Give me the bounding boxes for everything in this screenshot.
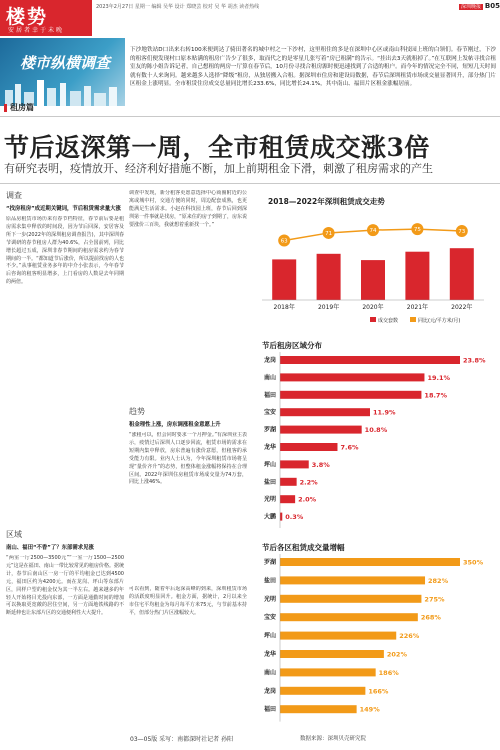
section-subtitle: 租金理性上涨，房东调涨租金意愿上升 [129,422,221,428]
section-subtitle: “找房租房”成近期关键词，节后租赁需求量大涨 [6,206,121,212]
chart-bar [280,705,357,713]
divider [0,116,500,117]
column-1 [6,190,124,735]
chart-data-label: 11.9% [373,408,396,417]
chart-bar [280,595,421,603]
column-2 [129,190,247,736]
banner-title: 楼市纵横调查 [20,54,111,72]
chart-category-label: 南山 [263,374,276,382]
section-text: 原品房租赁市场历来有春节档特征，春节前后要是租房需求集中释放的时间段，因为节后回深，安居客及所下一步(2022年的深圳租房调查报告)，其中深圳春节调研的春节租房人群为40.6%，占全国前列，同比增长超过五成，深圳非春节期间的租房需求约为春节期间的一半。“都知道节后涨价，所以提前找房的人也不少。”从事租赁业务多年的中介小张表示，今年春节后咨询的租客明显增多，上门看房的人数是去年同期的两倍。 [6,216,124,286]
section-title: 趋势 [129,407,145,416]
edition-tag: 深圳晚报 [460,4,481,10]
section-subtitle: 南山、福田“不香”了？东部需求见涨 [6,545,94,551]
chart-bar [280,668,376,676]
chart-tick-label: 2019年 [317,304,340,311]
chart-data-label: 268% [420,613,441,622]
chart-category-label: 宝安 [263,614,276,622]
section-text: 可以看到，随着年后返深高峰的到来，深圳租赁市场的活跃度明显回升。租金方面，据统计，2月以来全市住宅平均租金为每月每平方米75元，与节前基本持平，但部分热门片区涨幅较大。 [129,586,247,616]
chart-bar [280,373,424,381]
chart-category-label: 龙岗 [263,357,276,364]
chart-bar [280,513,282,521]
section-title: 调查 [6,191,22,200]
body-text: 调查中发现，新分租客更愿意选择中心商圈附近的公寓或城中村，交通方便的同时，周边配套成熟，也更能满足生活需求。小赵在科技园上班，春节后回到深圳第一件事就是找房，“原来住的房子到期了，房东说要涨价三百块，我就想着重新找一个。” [129,190,247,228]
legend-label: 成交套数 [378,318,399,324]
banner-marker [4,104,7,112]
divider [0,183,500,184]
chart-data-label: 166% [368,687,389,696]
masthead-logo [0,0,92,36]
chart-bar [405,252,429,300]
chart-data-label: 74 [369,228,377,235]
transaction-trend-chart [250,208,496,328]
chart-category-label: 光明 [263,595,276,603]
chart-tick-label: 2018年 [273,304,295,311]
chart-bar [280,495,295,503]
district-growth-chart [252,554,498,722]
chart-data-label: 19.1% [427,373,451,382]
chart-bar [280,408,370,416]
chart-category-label: 坪山 [263,632,276,640]
chart-title: 节后各区租赁成交量增幅 [262,543,345,552]
chart-category-label: 罗湖 [263,426,276,434]
chart-title: 节后租房区域分布 [262,341,322,350]
chart-category-label: 罗湖 [263,559,276,566]
chart-tick-label: 2020年 [362,304,384,311]
chart-category-label: 光明 [263,496,276,504]
section-text: “涨租可以，但会同时要求一个月押金。”有深圳业主表示，疫情过后深圳人口逐步回流，租赁市场的需求在短期内集中释放，房东普遍有涨价意愿，但租客的承受能力有限。业内人士认为，今年深圳租赁市场将呈现“量价齐升”的态势，但整体租金涨幅将保持在合理区间。2022年深圳住房租赁市场成交量为74万套，同比上涨46%。 [129,432,247,486]
chart-bar [361,260,385,300]
chart-data-label: 3.8% [311,460,330,469]
legend-swatch [370,317,376,322]
headline: 节后返深第一周，全市租赁成交涨3倍 [4,133,430,162]
section-title: 区域 [6,530,22,539]
chart-category-label: 龙华 [263,651,276,658]
chart-data-label: 73 [458,229,466,236]
chart-data-label: 23.8% [463,356,486,365]
chart-data-label: 275% [424,595,445,604]
legend-label: 同比(元/平方米/月) [418,318,461,324]
subheadline: 有研究表明，疫情放开、经济利好措施不断，加上前期租金下滑，刺激了租房需求的产生 [4,162,433,175]
chart-bar [272,259,296,300]
page-number: B05 [484,2,500,10]
chart-bar [280,632,396,640]
column-banner [0,38,125,106]
chart-category-label: 龙华 [263,444,276,451]
chart-category-label: 坪山 [263,461,276,469]
banner-subtitle: 租房篇 [10,103,34,112]
chart-data-label: 0.3% [285,513,304,522]
chart-data-label: 10.8% [364,426,388,435]
chart-bar [280,558,460,566]
chart-data-label: 63 [280,238,288,245]
district-share-chart [252,352,498,530]
chart-category-label: 南山 [263,669,276,677]
chart-category-label: 盐田 [263,478,276,486]
chart-data-label: 18.7% [424,391,447,400]
chart-bar [450,248,474,300]
chart-tick-label: 2021年 [406,304,429,311]
chart-data-label: 149% [359,705,380,714]
chart-data-label: 350% [463,558,484,567]
chart-bar [280,650,384,658]
chart-data-label: 2.0% [298,495,317,504]
chart-data-label: 186% [378,668,399,677]
chart-category-label: 福田 [263,706,276,714]
chart-bar [280,613,418,621]
section-text: “两室一厅2500—3500元”“一室一厅1500—2500元”这是在福田、南山一带比较常见的租房价格。据统计，春节后南山区一房一厅的平均租金已达到4500元，福田区约为4200元。而在龙岗、坪山等东部片区，同样户型的租金仅为其一半左右。越来越多的年轻人开始将目光投向东部，一方面是通勤时间的增加可以换取更宽敞的居住空间，另一方面地铁线路的不断延伸也让东部片区的交通便利性大大提升。 [6,555,124,617]
chart-title: 2018—2022年深圳租赁成交走势 [268,197,385,206]
chart-bar [280,478,297,486]
chart-bar [280,426,362,434]
legend-swatch [410,317,416,322]
chart-bar [280,391,421,399]
chart-category-label: 福田 [263,391,276,399]
data-source: 数据来源：深圳贝壳研究院 [300,736,367,742]
chart-bar [280,576,425,584]
intro-paragraph: 下沙地铁站D口出来右转100米便到达了骑田著名的城中村之一下沙村，这里租住的多是在深圳中心区或南山科技园上班的白领们。春节刚过，下沙的租客们便发现村口原本贴满的租房广告少了很多，取而代之的是零星几张写着“房已租满”的告示。“挂出去3天就租掉了。”在互联网上发帖寻找合租室友的陈小姐告诉记者，自己想租的两房一厅算在春节后，10月份寻找合租房源时便迅速找到了合适的租户。而今年的情况完全不同，短短几天时间就有数十人来询问。越来越多人选择“降级”租房，从独居搬入合租。据深圳市住房和建设局数据，春节后深圳租赁市场成交量显著回升，部分热门片区租金上涨明显。全市租赁住房成交总量同比增长233.6%，同比增长24.1%，其中南山、福田片区租金涨幅居前。 [130,47,496,88]
header-info: 2023年2月27日 星期一 编辑 吴华 设计 郑晓芸 校对 吴 华 胡杰 读者热线 [96,4,260,10]
chart-bar [280,356,460,364]
chart-data-label: 71 [325,230,333,237]
chart-category-label: 宝安 [263,409,276,417]
chart-category-label: 盐田 [263,577,276,585]
chart-bar [280,443,337,451]
chart-bar [280,460,309,468]
chart-category-label: 龙岗 [263,687,276,695]
chart-data-label: 226% [399,632,420,641]
chart-data-label: 75 [413,227,421,234]
chart-data-label: 282% [428,576,449,585]
chart-data-label: 2.2% [299,478,318,487]
chart-data-label: 7.6% [340,443,359,452]
logo-subtitle: 安居者幸于未晚 [8,27,65,34]
byline: 03—05版 采写：南都深时社记者 孙阳 [130,736,234,743]
chart-tick-label: 2022年 [451,304,473,311]
chart-bar [317,254,341,300]
edition-label [448,2,500,11]
chart-bar [280,687,365,695]
chart-category-label: 大鹏 [263,513,276,521]
chart-data-label: 202% [386,650,407,659]
logo-title: 楼势 [6,6,49,28]
